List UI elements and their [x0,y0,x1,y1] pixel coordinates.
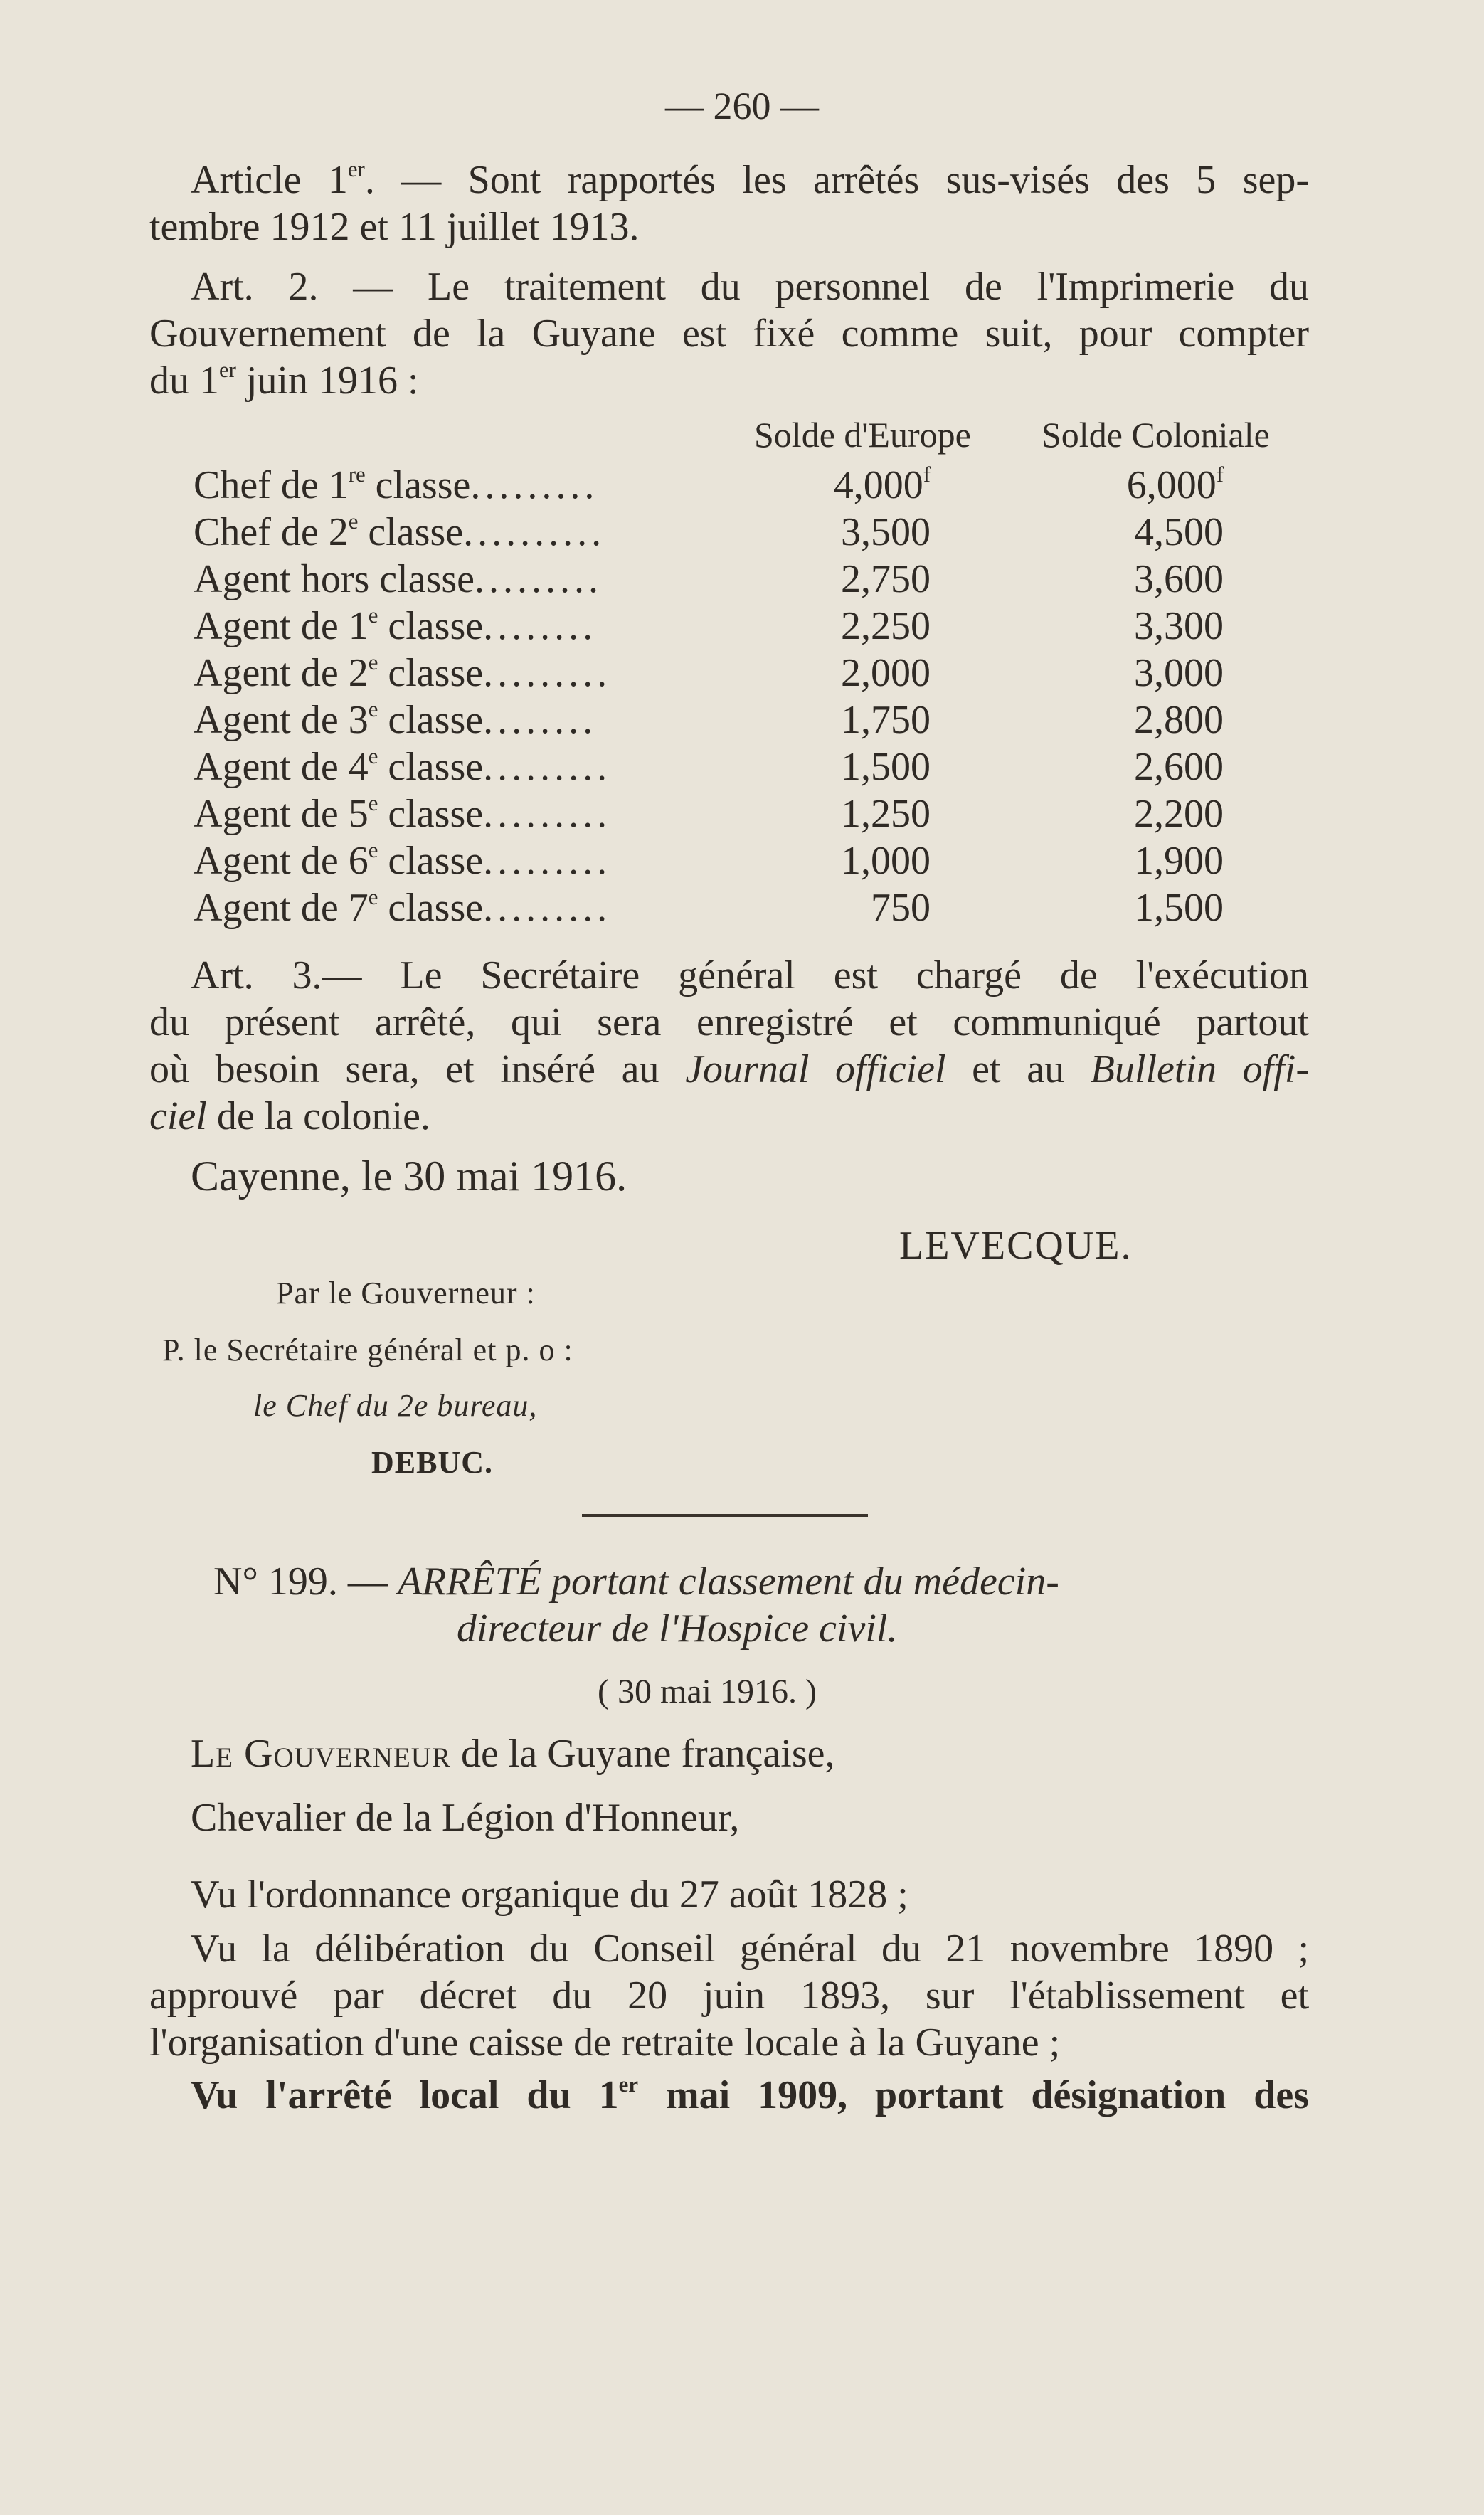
table-cell-europe: 2,750 [841,557,931,601]
article-3-line-1: Art. 3.— Le Secrétaire général est chargé de l'exécution [191,953,1309,997]
preamble-line-5: approuvé par décret du 20 juin 1893, sur l'établissement et [149,1974,1309,2018]
table-row-label: Agent de 2e classe......... [194,650,612,695]
article-1-line-1: Article 1er. — Sont rapportés les arrêtés sus-visés des 5 sep- [191,157,1309,202]
table-row-label: Agent de 4e classe......... [194,743,612,789]
decree-199-heading-line-1: N° 199. — ARRÊTÉ portant classement du médecin- [213,1560,1059,1604]
table-cell-europe: 4,000$^f$ [833,462,931,507]
article-3-line-2: du présent arrêté, qui sera enregistré et communiqué partout [149,1000,1309,1044]
table-header-coloniale: Solde Coloniale [1042,415,1270,455]
table-row-label: Agent de 6e classe......... [194,837,612,883]
table-cell-europe: 1,500 [841,745,931,789]
countersign-line-3: le Chef du 2e bureau, [253,1388,538,1423]
table-cell-europe: 750 [871,886,931,930]
table-row-label: Chef de 2e classe.......... [194,509,606,554]
section-divider [582,1514,868,1517]
table-row-label: Agent de 5e classe......... [194,790,612,836]
table-cell-coloniale: 3,600 [1134,557,1224,601]
table-cell-coloniale: 6,000$^f$ [1126,462,1224,507]
table-cell-europe: 3,500 [841,510,931,554]
table-cell-coloniale: 4,500 [1134,510,1224,554]
article-2-line-2: Gouvernement de la Guyane est fixé comme suit, pour compter [149,312,1309,356]
table-cell-europe: 1,000 [841,839,931,883]
table-cell-europe: 2,250 [841,604,931,648]
table-cell-coloniale: 2,600 [1134,745,1224,789]
table-cell-coloniale: 2,200 [1134,792,1224,836]
preamble-line-1: Le Gouverneur de la Guyane française, [191,1732,835,1776]
table-header-europe: Solde d'Europe [754,415,971,455]
preamble-line-2: Chevalier de la Légion d'Honneur, [191,1796,740,1840]
table-row-label: Chef de 1re classe......... [194,462,599,507]
table-cell-europe: 1,750 [841,698,931,742]
date-line: Cayenne, le 30 mai 1916. [191,1153,627,1200]
table-cell-coloniale: 3,300 [1134,604,1224,648]
table-cell-coloniale: 1,500 [1134,886,1224,930]
table-row-label: Agent hors classe......... [194,557,603,601]
decree-199-heading-line-2: directeur de l'Hospice civil. [457,1606,898,1651]
article-2-line-1: Art. 2. — Le traitement du personnel de l'Imprimerie du [191,265,1309,309]
decree-199-date: ( 30 mai 1916. ) [598,1673,817,1710]
countersign-line-1: Par le Gouverneur : [276,1276,536,1311]
preamble-line-7: Vu l'arrêté local du 1er mai 1909, portant désignation des [191,2072,1309,2117]
article-1-line-2: tembre 1912 et 11 juillet 1913. [149,205,640,249]
countersign-line-4: DEBUC. [371,1445,494,1480]
table-cell-europe: 1,250 [841,792,931,836]
table-cell-coloniale: 2,800 [1134,698,1224,742]
article-3-line-3: où besoin sera, et inséré au Journal officiel et au Bulletin offi- [149,1047,1309,1091]
article-3-line-4: ciel de la colonie. [149,1094,430,1138]
table-row-label: Agent de 3e classe........ [194,697,598,742]
table-row-label: Agent de 7e classe......... [194,884,612,930]
countersign-line-2: P. le Secrétaire général et p. o : [162,1333,573,1367]
signatory: LEVECQUE. [899,1224,1133,1268]
table-cell-europe: 2,000 [841,651,931,695]
preamble-line-6: l'organisation d'une caisse de retraite locale à la Guyane ; [149,2021,1061,2065]
table-cell-coloniale: 3,000 [1134,651,1224,695]
article-2-line-3: du 1er juin 1916 : [149,357,419,403]
table-cell-coloniale: 1,900 [1134,839,1224,883]
table-row-label: Agent de 1e classe........ [194,603,598,648]
page-number: — 260 — [665,85,819,127]
preamble-line-4: Vu la délibération du Conseil général du 21 novembre 1890 ; [191,1927,1309,1971]
preamble-line-3: Vu l'ordonnance organique du 27 août 1828 ; [191,1873,908,1917]
